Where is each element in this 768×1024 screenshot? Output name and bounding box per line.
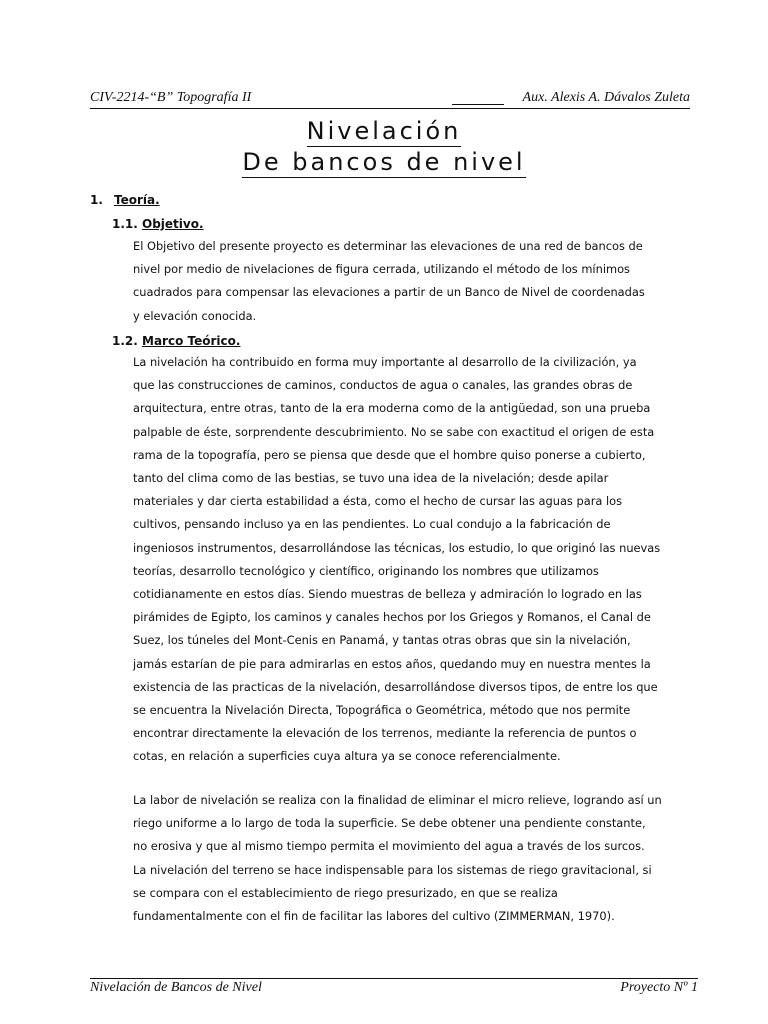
subsection-label: Objetivo. — [142, 217, 204, 231]
paragraph-line: fundamentalmente con el fin de facilitar las labores del cultivo (ZIMMERMAN, 1970). — [133, 909, 615, 924]
paragraph-line: La nivelación ha contribuido en forma muy importante al desarrollo de la civilización, ya — [133, 355, 637, 369]
paragraph-line: encontrar directamente la elevación de los terrenos, mediante la referencia de puntos o — [133, 726, 637, 741]
paragraph-line: teorías, desarrollo tecnológico y científico, originando los nombres que utilizamos — [133, 563, 599, 578]
subsection-heading-objetivo — [112, 217, 204, 231]
paragraph-line: Suez, los túneles del Mont-Cenis en Panamá, y tantas otras obras que sin la nivelación, — [133, 633, 631, 648]
marco-teorico-paragraph-1 — [133, 351, 703, 769]
subsection-heading-marco-teorico — [112, 334, 240, 348]
subsection-label: Marco Teórico. — [142, 334, 241, 348]
paragraph-line: tanto del clima como de las bestias, se tuvo una idea de la nivelación; desde apilar — [133, 471, 609, 486]
paragraph-line: se compara con el establecimiento de riego presurizado, en que se realiza — [133, 885, 558, 900]
paragraph-line: cotas, en relación a superficies cuya altura ya se conoce referencialmente. — [133, 749, 561, 764]
author-name: Aux. Alexis A. Dávalos Zuleta — [522, 90, 690, 105]
paragraph-line: nivel por medio de nivelaciones de figura cerrada, utilizando el método de los mínimos — [133, 262, 630, 277]
title-line-1: Nivelación — [306, 117, 462, 145]
paragraph-line: no erosiva y que al mismo tiempo permita el movimiento del agua a través de los surcos. — [133, 839, 645, 854]
paragraph-line: materiales y dar cierta estabilidad a ésta, como el hecho de cursar las aguas para los — [133, 494, 623, 509]
paragraph-line: palpable de éste, sorprendente descubrimiento. No se sabe con exactitud el origen de esta — [133, 424, 655, 439]
paragraph-line: cultivos, pensando incluso ya en las pendientes. Lo cual condujo a la fabricación de — [133, 517, 611, 532]
objetivo-paragraph — [133, 235, 703, 328]
paragraph-line: El Objetivo del presente proyecto es determinar las elevaciones de una red de bancos de — [133, 239, 643, 253]
paragraph-line: existencia de las practicas de la nivelación, desarrollándose diversos tipos, de entre los que — [133, 679, 658, 694]
paragraph-line: y elevación conocida. — [133, 308, 257, 323]
paragraph-line: jamás estarían de pie para admirarlas en estos años, quedando muy en nuestra mentes la — [133, 656, 651, 671]
paragraph-line: cuadrados para compensar las elevaciones a partir de un Banco de Nivel de coordenadas — [133, 285, 645, 300]
title-line-2: De bancos de nivel — [242, 148, 526, 176]
paragraph-line: La labor de nivelación se realiza con la finalidad de eliminar el micro relieve, logrando así un — [133, 793, 662, 807]
subsection-number: 1.2. — [112, 334, 138, 348]
section-heading-teoria — [90, 193, 160, 207]
paragraph-line: riego uniforme a lo largo de toda la superficie. Se debe obtener una pendiente constante, — [133, 816, 646, 831]
subsection-number: 1.1. — [112, 217, 138, 231]
paragraph-line: cotidianamente en estos días. Siendo muestras de belleza y admiración lo logrado en las — [133, 587, 642, 602]
header-blank-line — [452, 90, 504, 105]
page-header — [90, 90, 690, 109]
footer-document-title: Nivelación de Bancos de Nivel — [90, 980, 262, 995]
paragraph-line: pirámides de Egipto, los caminos y canales hechos por los Griegos y Romanos, el Canal de — [133, 610, 651, 625]
paragraph-line: arquitectura, entre otras, tanto de la era moderna como de la antigüedad, son una prueba — [133, 401, 651, 416]
section-number: 1. — [90, 193, 103, 207]
paragraph-line: rama de la topografía, pero se piensa que desde que el hombre quiso ponerse a cubierto, — [133, 447, 646, 462]
paragraph-line: ingeniosos instrumentos, desarrollándose las técnicas, los estudio, lo que originó las nuevas — [133, 540, 661, 555]
page-footer — [90, 978, 698, 998]
course-code: CIV-2214-“B” Topografía II — [90, 90, 252, 105]
footer-project-number: Proyecto Nº 1 — [620, 980, 698, 995]
paragraph-line: se encuentra la Nivelación Directa, Topográfica o Geométrica, método que nos permite — [133, 703, 631, 718]
paragraph-line: La nivelación del terreno se hace indispensable para los sistemas de riego gravitacional, si — [133, 862, 652, 877]
section-label: Teoría. — [114, 193, 160, 207]
marco-teorico-paragraph-2 — [133, 789, 703, 928]
paragraph-line: que las construcciones de caminos, conductos de agua o canales, las grandes obras de — [133, 378, 633, 393]
